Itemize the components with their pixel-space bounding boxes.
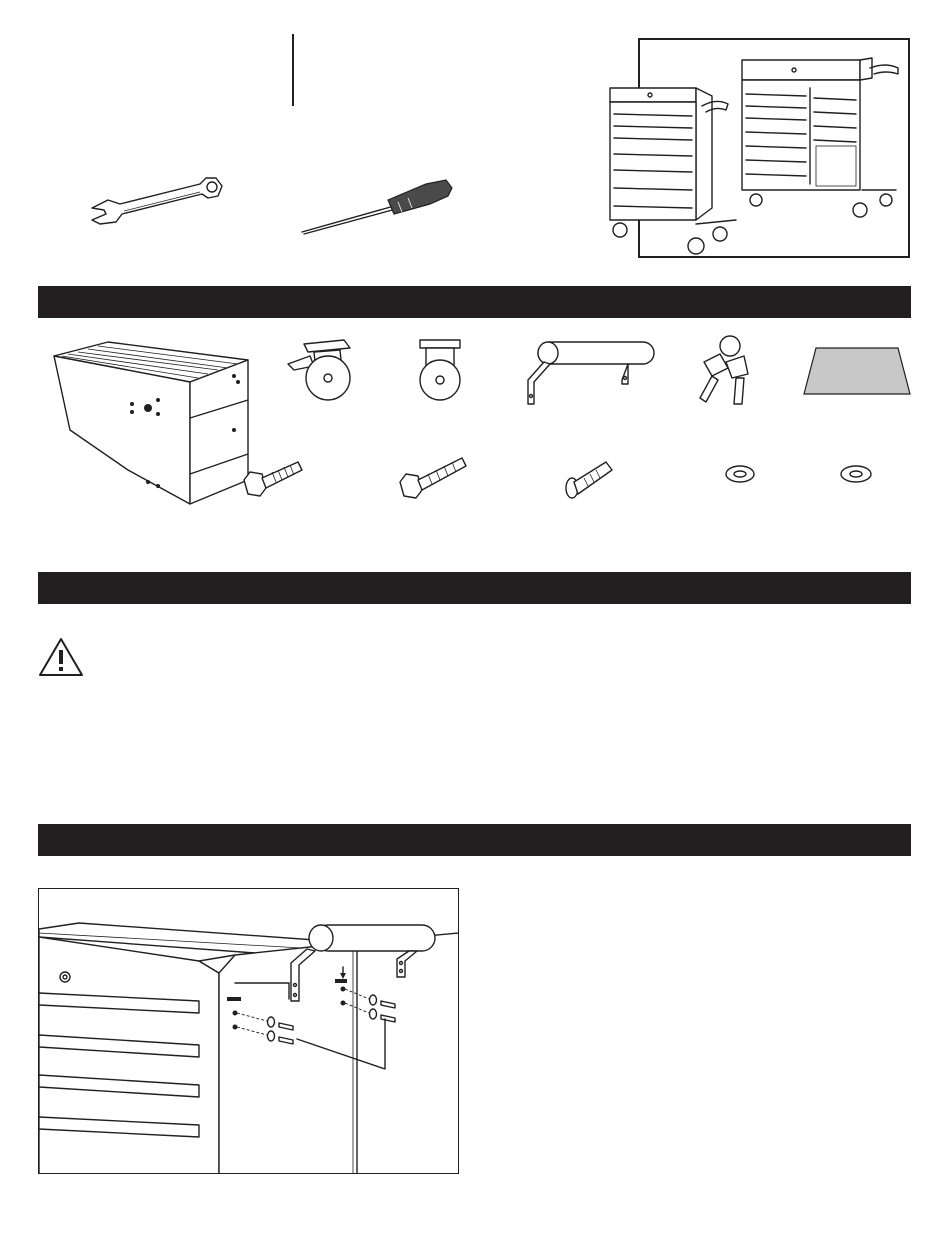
hex-bolt-icon: [240, 454, 304, 500]
section-header-contents: [38, 286, 911, 318]
tool-chest-cabinet-illustration: [736, 54, 916, 224]
section-header-safety: [38, 572, 911, 604]
handle-screw-icon: [562, 456, 616, 500]
warning-triangle-icon: [38, 636, 84, 678]
phillips-screwdriver-icon: [298, 176, 458, 236]
cabinet-icon: [48, 338, 258, 508]
drawer-liner-icon: [802, 344, 912, 396]
open-end-wrench-icon: [80, 168, 230, 238]
lock-washer-icon: [722, 462, 758, 486]
tools-divider: [292, 34, 294, 106]
flat-washer-icon: [838, 462, 874, 486]
swivel-brake-caster-icon: [284, 336, 364, 408]
handle-icon: [514, 334, 660, 410]
fixed-caster-icon: [412, 336, 472, 406]
keys-icon: [690, 332, 760, 412]
hex-bolt-long-icon: [396, 450, 470, 500]
handle-installation-diagram: [39, 889, 459, 1174]
assembly-figure-frame: [38, 888, 459, 1174]
section-header-assembly: [38, 824, 911, 856]
tool-cart-illustration: [606, 84, 756, 264]
